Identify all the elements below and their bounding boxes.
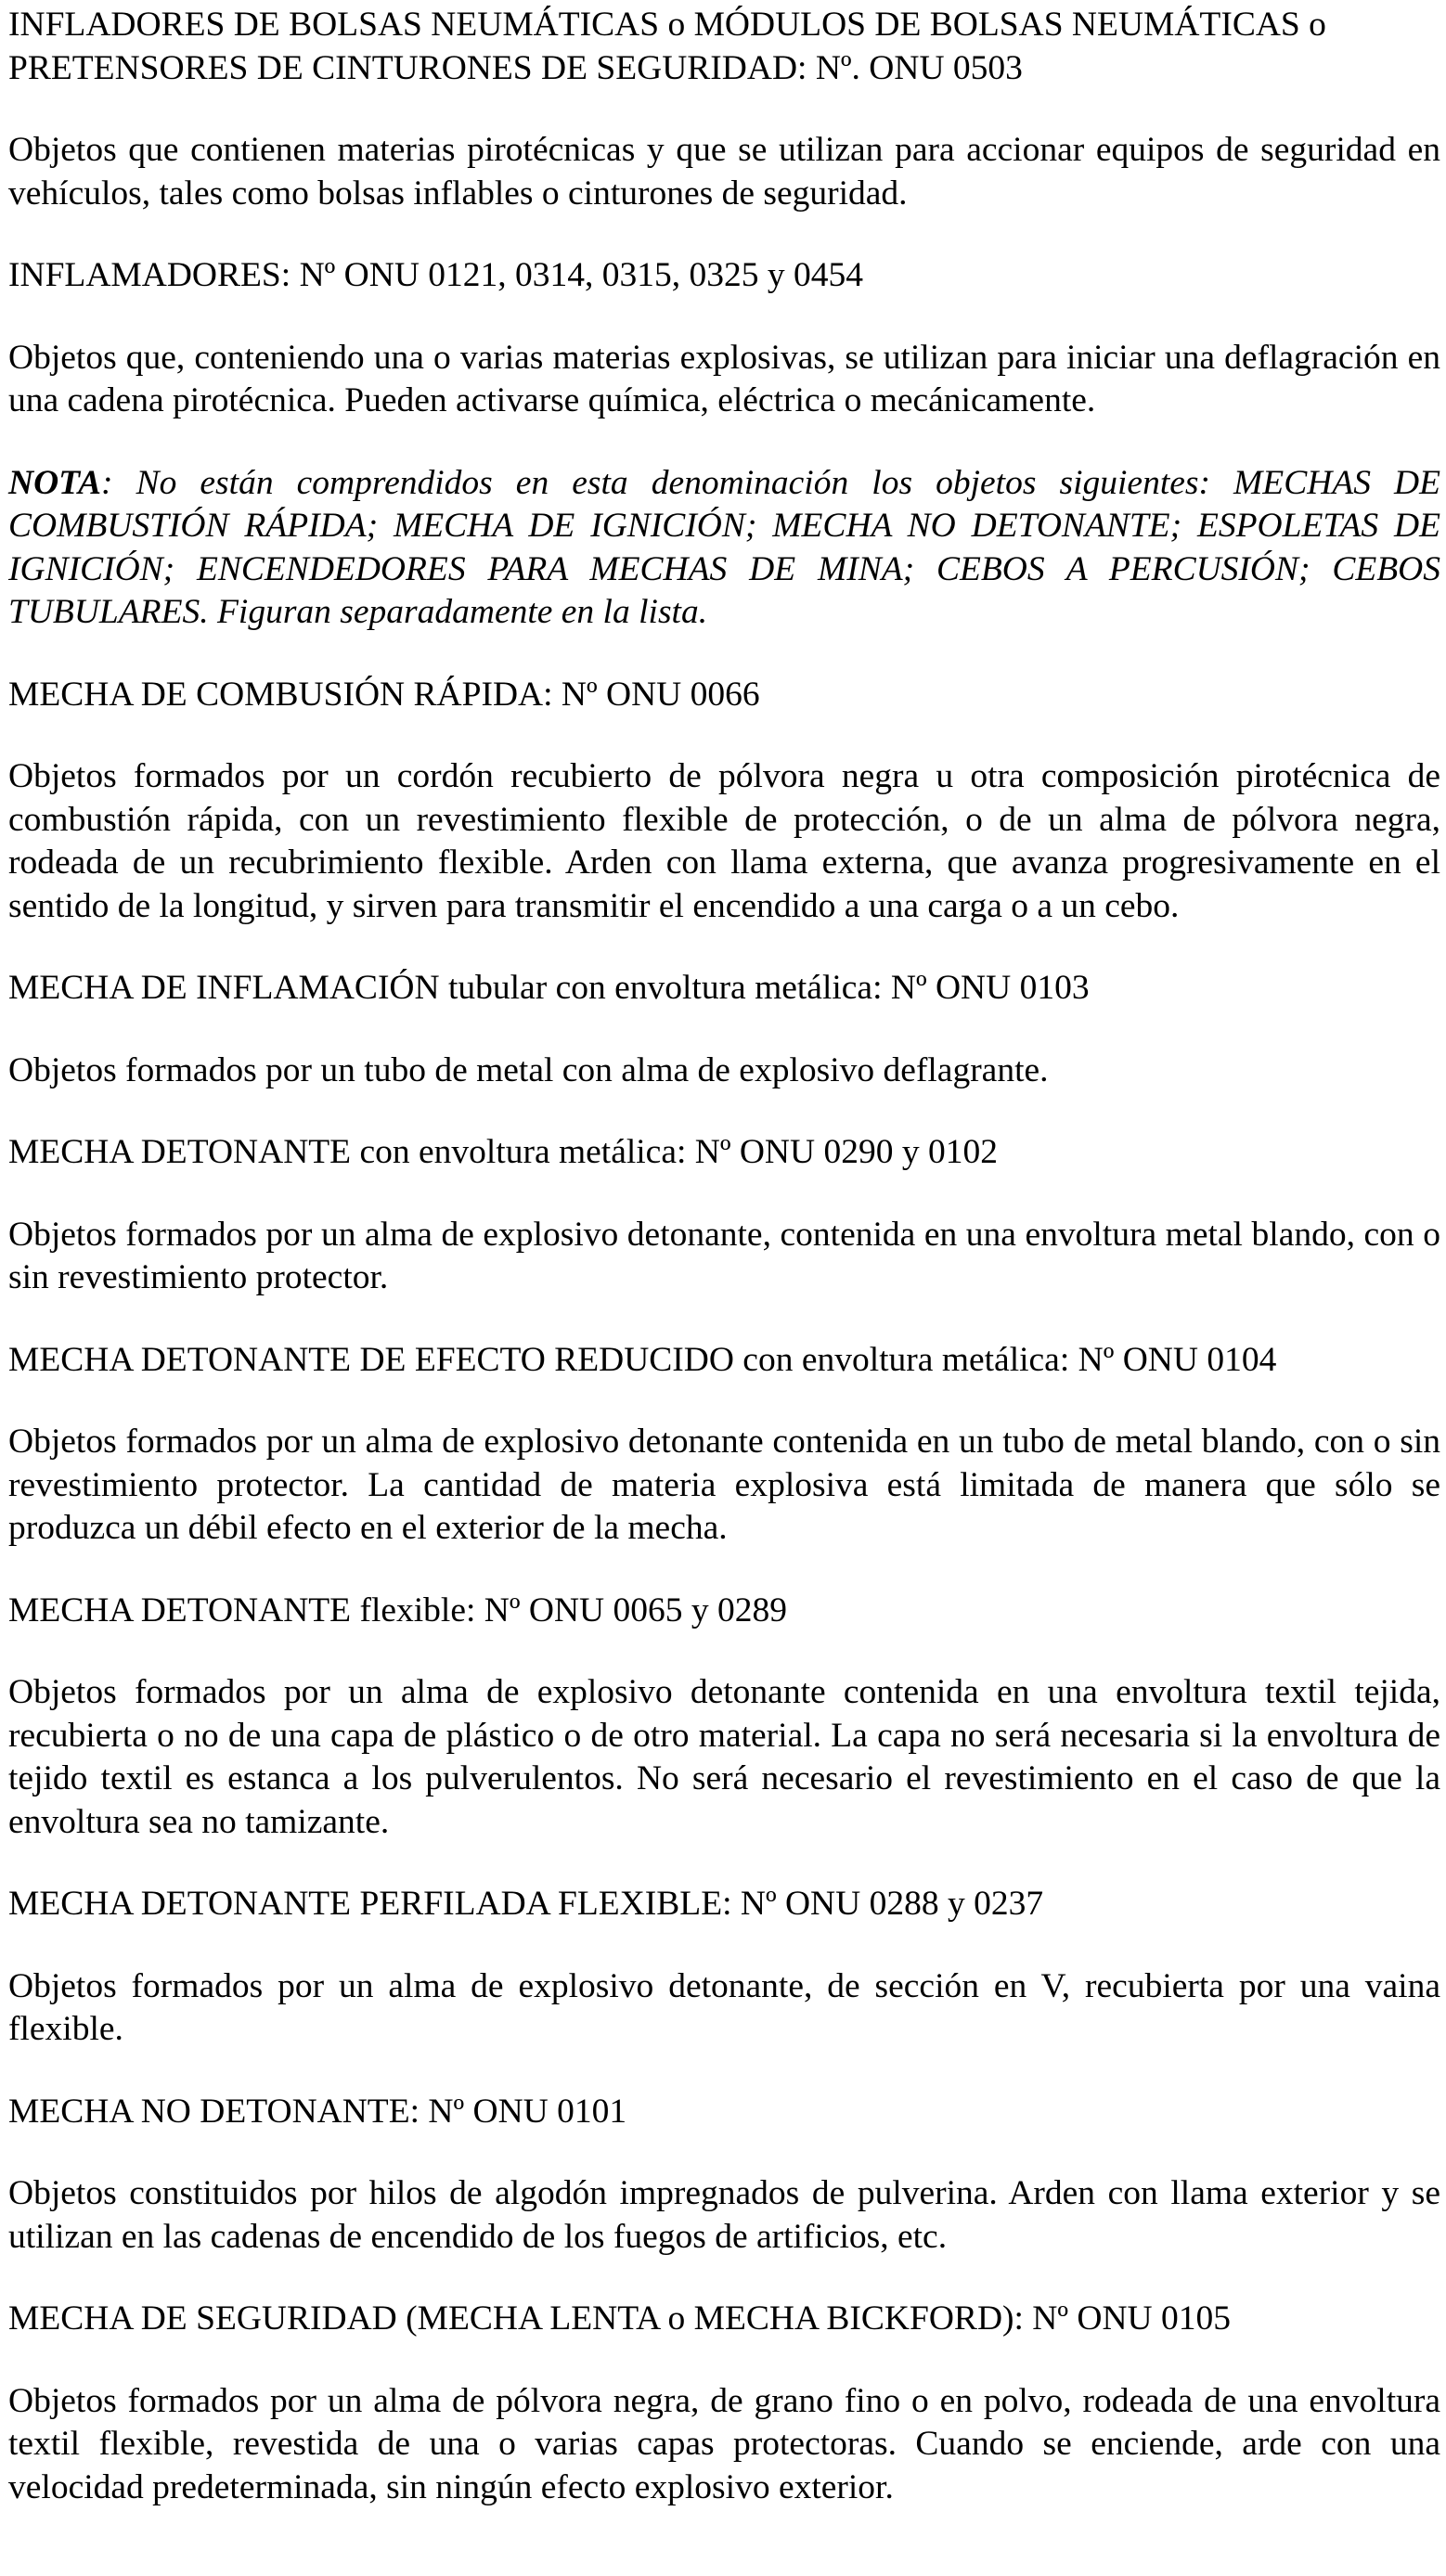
entry-heading-quickmatch: MECHA DE COMBUSIÓN RÁPIDA: Nº ONU 0066: [8, 675, 760, 714]
entry-heading-instantaneous-fuse: MECHA DE INFLAMACIÓN tubular con envoltura metálica: Nº ONU 0103: [8, 969, 1090, 1007]
entry-body-detonating-cord-metal: Objetos formados por un alma de explosivo detonante, contenida en una envoltura metal blando, con o sin revestimiento protector.: [8, 1215, 1440, 1296]
entry-heading-non-detonating-fuse: MECHA NO DETONANTE: Nº ONU 0101: [8, 2092, 627, 2131]
note-text: : No están comprendidos en esta denominación los objetos siguientes: MECHAS DE COMBUSTIÓN RÁPIDA; MECHA DE IGNICIÓN; MECHA NO DETONANTE; ESPOLETAS DE IGNICIÓN; ENCENDEDORES PARA MECHAS DE MINA; CEBOS A PERCUSIÓN; CEBOS TUBULARES. Figuran separadamente en la lista.: [8, 463, 1440, 631]
entry-body-non-detonating-fuse: Objetos constituidos por hilos de algodón impregnados de pulverina. Arden con llama exterior y se utilizan en las cadenas de encendido de los fuegos de artificios, etc.: [8, 2174, 1440, 2256]
entry-body-safety-fuse: Objetos formados por un alma de pólvora negra, de grano fino o en polvo, rodeada de una envoltura textil flexible, revestida de una o varias capas protectoras. Cuando se enciende, arde con una velocidad predeterminada, sin ningún efecto explosivo exterior.: [8, 2381, 1440, 2506]
entry-heading-detonating-cord-flexible: MECHA DETONANTE flexible: Nº ONU 0065 y 0289: [8, 1591, 787, 1629]
entry-heading-igniters: INFLAMADORES: Nº ONU 0121, 0314, 0315, 0325 y 0454: [8, 256, 864, 294]
entry-heading-detonating-cord-metal: MECHA DETONANTE con envoltura metálica: Nº ONU 0290 y 0102: [8, 1133, 998, 1171]
note-label: NOTA: [8, 463, 102, 502]
entry-body-instantaneous-fuse: Objetos formados por un tubo de metal con alma de explosivo deflagrante.: [8, 1050, 1049, 1089]
entry-body-igniters: Objetos que, conteniendo una o varias materias explosivas, se utilizan para iniciar una deflagración en una cadena pirotécnica. Pueden activarse química, eléctrica o mecánicamente.: [8, 338, 1440, 419]
entry-body-airbag-inflators: Objetos que contienen materias pirotécnicas y que se utilizan para accionar equipos de seguridad en vehículos, tales como bolsas inflables o cinturones de seguridad.: [8, 131, 1440, 213]
entry-heading-airbag-inflators: INFLADORES DE BOLSAS NEUMÁTICAS o MÓDULOS DE BOLSAS NEUMÁTICAS o PRETENSORES DE CINTURONES DE SEGURIDAD: Nº. ONU 0503: [8, 6, 1326, 87]
entry-body-shaped-cord: Objetos formados por un alma de explosivo detonante, de sección en V, recubierta por una vaina flexible.: [8, 1966, 1440, 2048]
entry-body-detonating-cord-mild: Objetos formados por un alma de explosivo detonante contenida en un tubo de metal blando, con o sin revestimiento protector. La cantidad de materia explosiva está limitada de manera que sólo se produzca un débil efecto en el exterior de la mecha.: [8, 1423, 1440, 1547]
entry-body-detonating-cord-flexible: Objetos formados por un alma de explosivo detonante contenida en una envoltura textil tejida, recubierta o no de una capa de plástico o de otro material. La capa no será necesaria si la envoltura de tejido textil es estanca a los pulverulentos. No será necesario el revestimiento en el caso de que la envoltura sea no tamizante.: [8, 1673, 1440, 1841]
note-paragraph: [8, 462, 1440, 635]
entry-heading-safety-fuse: MECHA DE SEGURIDAD (MECHA LENTA o MECHA BICKFORD): Nº ONU 0105: [8, 2299, 1232, 2338]
entry-heading-detonating-cord-mild: MECHA DETONANTE DE EFECTO REDUCIDO con envoltura metálica: Nº ONU 0104: [8, 1340, 1277, 1379]
entry-heading-shaped-cord: MECHA DETONANTE PERFILADA FLEXIBLE: Nº ONU 0288 y 0237: [8, 1885, 1044, 1923]
entry-body-quickmatch: Objetos formados por un cordón recubierto de pólvora negra u otra composición pirotécnica de combustión rápida, con un revestimiento flexible de protección, o de un alma de pólvora negra, rodeada de un recubrimiento flexible. Arden con llama externa, que avanza progresivamente en el sentido de la longitud, y sirven para transmitir el encendido a una carga o a un cebo.: [8, 757, 1440, 925]
